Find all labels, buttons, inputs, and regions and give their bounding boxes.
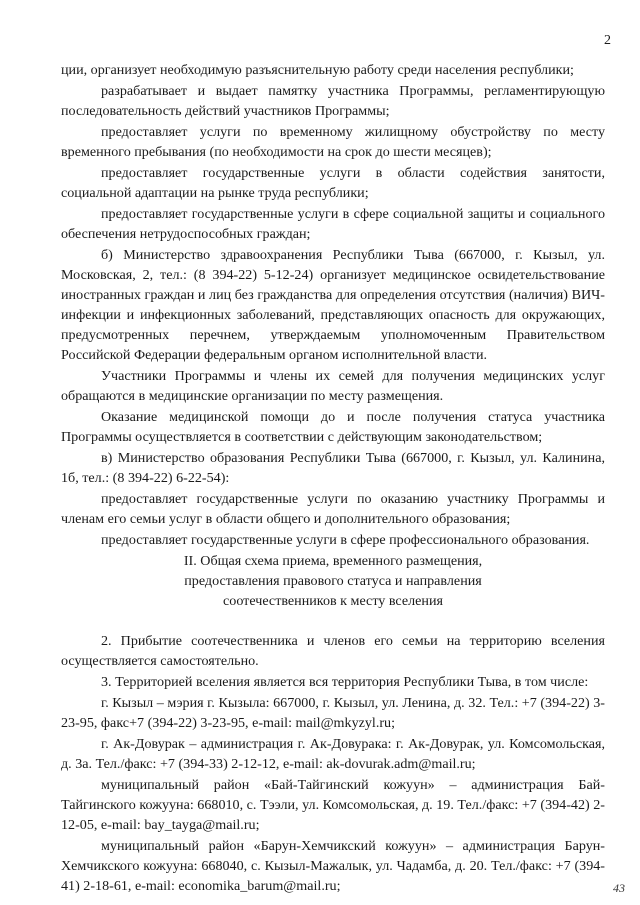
page-number: 2 [604,33,611,48]
paragraph: Оказание медицинской помощи до и после получения статуса участника Программы осуществляется в соответствии с действующим законодательством; [61,409,605,445]
paragraph: предоставляет услуги по временному жилищному обустройству по месту временного пребывания (по необходимости на срок до шести месяцев); [61,124,605,160]
handwritten-mark: 43 [613,881,625,895]
section-heading [61,551,605,611]
section-heading-line: II. Общая схема приема, временного размещения, [183,553,483,569]
paragraph: в) Министерство образования Республики Тыва (667000, г. Кызыл, ул. Калинина, 1б, тел.: (8 394-22) 6-22-54): [61,450,605,486]
paragraph: предоставляет государственные услуги по оказанию участнику Программы и членам его семьи услуг в области общего и дополнительного образования; [61,491,605,527]
section-heading-line: соотечественников к месту вселения [223,593,443,609]
paragraph: Участники Программы и члены их семей для получения медицинских услуг обращаются в медицинские организации по месту размещения. [61,368,605,404]
paragraph: разрабатывает и выдает памятку участника Программы, регламентирующую последовательность действий участников Программы; [61,83,605,119]
section-heading-line: предоставления правового статуса и направления [184,573,482,589]
paragraph: муниципальный район «Барун-Хемчикский кожуун» – администрация Барун-Хемчикского кожууна: 668040, с. Кызыл-Мажалык, ул. Чадамба, д. 20. Тел./факс: +7 (394-41) 2-18-61, e-mail: economika_barum@mail.ru; [61,838,605,894]
paragraph: г. Кызыл – мэрия г. Кызыла: 667000, г. Кызыл, ул. Ленина, д. 32. Тел.: +7 (394-22) 3-23-95, факс+7 (394-22) 3-23-95, e-mail: mail@mkyzyl.ru; [61,695,605,731]
document-body [61,60,605,897]
paragraph: предоставляет государственные услуги в сфере профессионального образования. [101,532,590,548]
paragraph: 2. Прибытие соотечественника и членов его семьи на территорию вселения осуществляется самостоятельно. [61,633,605,669]
paragraph: 3. Территорией вселения является вся территория Республики Тыва, в том числе: [101,674,589,690]
paragraph: ции, организует необходимую разъяснительную работу среди населения республики; [61,62,574,78]
paragraph: предоставляет государственные услуги в области содействия занятости, социальной адаптации на рынке труда республики; [61,165,605,201]
paragraph: предоставляет государственные услуги в сфере социальной защиты и социального обеспечения нетрудоспособных граждан; [61,206,605,242]
paragraph: г. Ак-Довурак – администрация г. Ак-Довурака: г. Ак-Довурак, ул. Комсомольская, д. 3а. Тел./факс: +7 (394-33) 2-12-12, e-mail: ak-dovurak.adm@mail.ru; [61,736,605,772]
paragraph: муниципальный район «Бай-Тайгинский кожуун» – администрация Бай-Тайгинского кожууна: 668010, с. Тээли, ул. Комсомольская, д. 19. Тел./факс: +7 (394-42) 2-12-05, e-mail: bay_tayga@mail.ru; [61,777,605,833]
paragraph: б) Министерство здравоохранения Республики Тыва (667000, г. Кызыл, ул. Московская, 2, тел.: (8 394-22) 5-12-24) организует медицинское освидетельствование иностранных граждан и лиц без гражданства для определения отсутствия (наличия) ВИЧ-инфекции и инфекционных заболеваний, представляющих опасность для окружающих, предусмотренных перечнем, утверждаемым уполномоченным Правительством Российской Федерации федеральным органом исполнительной власти. [61,247,605,363]
